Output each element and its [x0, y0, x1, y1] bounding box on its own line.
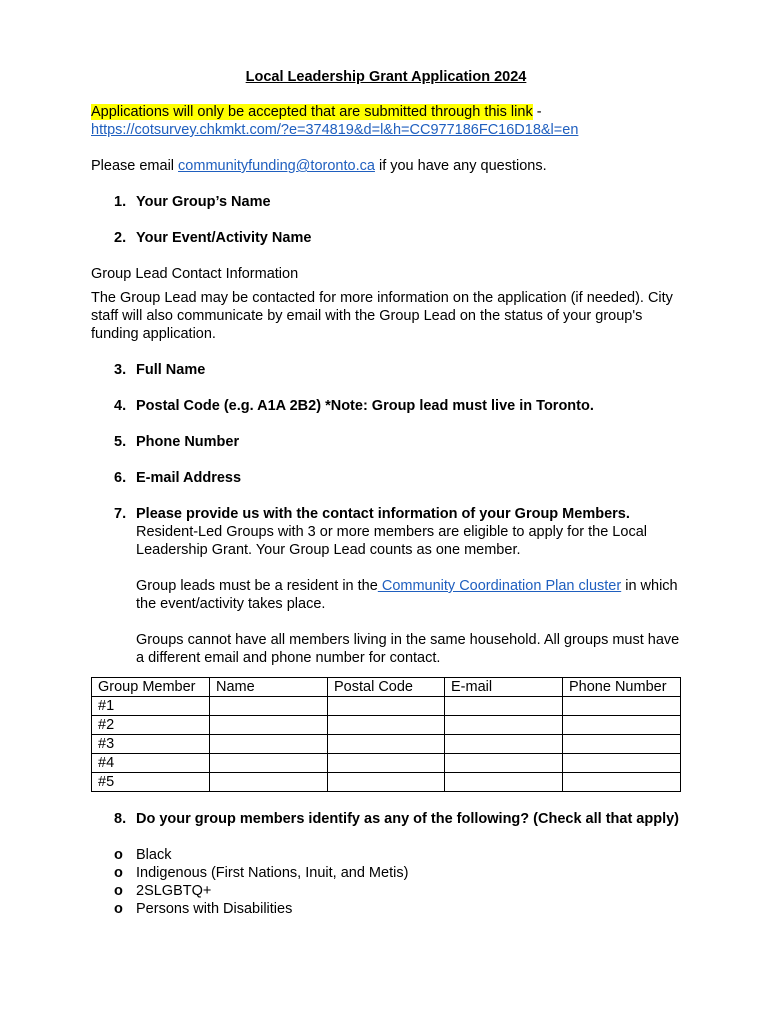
- option-label: Indigenous (First Nations, Inuit, and Metis): [136, 865, 409, 881]
- table-row: [92, 754, 681, 773]
- name-cell[interactable]: [210, 754, 328, 773]
- question-label: Full Name: [136, 362, 206, 378]
- postal-code-cell[interactable]: [328, 716, 445, 735]
- question-number: 8.: [114, 811, 127, 827]
- question-number: 7.: [114, 506, 127, 522]
- question-5: [91, 433, 681, 451]
- q7-eligibility-text: Resident-Led Groups with 3 or more members are eligible to apply for the Local Leadership Grant. Your Group Lead counts as one member.: [136, 524, 647, 558]
- notice-line: [91, 103, 681, 121]
- member-number-cell: #1: [92, 697, 210, 716]
- q7-residency-text: [136, 577, 681, 613]
- question-number: 6.: [114, 470, 127, 486]
- email-prefix: Please email: [91, 158, 179, 174]
- question-label: Your Event/Activity Name: [136, 230, 312, 246]
- checklist-item[interactable]: [114, 882, 681, 900]
- header-phone-number: Phone Number: [563, 678, 681, 697]
- member-number-cell: #2: [92, 716, 210, 735]
- question-8: [91, 810, 681, 828]
- checkbox-icon[interactable]: o: [114, 901, 123, 917]
- table-header-row: [92, 678, 681, 697]
- question-label: E-mail Address: [136, 470, 242, 486]
- q7-household-text: Groups cannot have all members living in the same household. All groups must have a different email and phone number for contact.: [136, 632, 680, 666]
- table-row: [92, 735, 681, 754]
- option-label: 2SLGBTQ+: [136, 883, 212, 899]
- document-page: [91, 68, 681, 918]
- checkbox-icon[interactable]: o: [114, 847, 123, 863]
- table-row: [92, 716, 681, 735]
- question-7-body: [91, 523, 681, 667]
- postal-code-cell[interactable]: [328, 754, 445, 773]
- postal-code-cell[interactable]: [328, 773, 445, 792]
- email-cell[interactable]: [445, 697, 563, 716]
- question-label: Your Group’s Name: [136, 194, 271, 210]
- table-row: [92, 773, 681, 792]
- phone-cell[interactable]: [563, 773, 681, 792]
- contact-heading: Group Lead Contact Information: [91, 266, 299, 282]
- email-cell[interactable]: [445, 754, 563, 773]
- question-1: [91, 193, 681, 211]
- notice-highlight: Applications will only be accepted that are submitted through this link: [91, 104, 533, 120]
- email-suffix: if you have any questions.: [374, 158, 547, 174]
- phone-cell[interactable]: [563, 735, 681, 754]
- notice-dash: -: [532, 104, 542, 120]
- question-number: 3.: [114, 362, 127, 378]
- member-number-cell: #3: [92, 735, 210, 754]
- question-7: [91, 505, 681, 523]
- question-label: Please provide us with the contact information of your Group Members.: [136, 506, 630, 522]
- contact-description: The Group Lead may be contacted for more information on the application (if needed). City staff will also communicate by email with the Group Lead on the status of your group's funding application.: [91, 290, 673, 342]
- survey-link-line: [91, 121, 681, 139]
- question-label: Postal Code (e.g. A1A 2B2) *Note: Group lead must live in Toronto.: [136, 398, 594, 414]
- question-number: 2.: [114, 230, 127, 246]
- q7-residency-prefix: Group leads must be a resident in the: [136, 578, 378, 594]
- checkbox-icon[interactable]: o: [114, 865, 123, 881]
- header-postal-code: Postal Code: [328, 678, 445, 697]
- cluster-link[interactable]: Community Coordination Plan cluster: [377, 578, 622, 594]
- q7-residency-suffix: in which the event/activity takes place.: [136, 578, 678, 612]
- question-number: 4.: [114, 398, 127, 414]
- phone-cell[interactable]: [563, 697, 681, 716]
- checklist-item[interactable]: [114, 846, 681, 864]
- question-3: [91, 361, 681, 379]
- member-number-cell: #5: [92, 773, 210, 792]
- page-title: Local Leadership Grant Application 2024: [245, 69, 527, 85]
- question-4: [91, 397, 681, 415]
- name-cell[interactable]: [210, 773, 328, 792]
- phone-cell[interactable]: [563, 754, 681, 773]
- checklist-item[interactable]: [114, 900, 681, 918]
- email-line: [91, 157, 681, 175]
- email-link[interactable]: communityfunding@toronto.ca: [178, 158, 375, 174]
- question-label: Do your group members identify as any of the following? (Check all that apply): [136, 811, 680, 827]
- question-6: [91, 469, 681, 487]
- option-label: Black: [136, 847, 172, 863]
- header-name: Name: [210, 678, 328, 697]
- postal-code-cell[interactable]: [328, 697, 445, 716]
- identity-checklist: [91, 846, 681, 918]
- question-number: 5.: [114, 434, 127, 450]
- member-number-cell: #4: [92, 754, 210, 773]
- header-group-member: Group Member: [92, 678, 210, 697]
- checklist-item[interactable]: [114, 864, 681, 882]
- email-cell[interactable]: [445, 773, 563, 792]
- checkbox-icon[interactable]: o: [114, 883, 123, 899]
- postal-code-cell[interactable]: [328, 735, 445, 754]
- email-cell[interactable]: [445, 716, 563, 735]
- survey-link[interactable]: https://cotsurvey.chkmkt.com/?e=374819&d=l&h=CC977186FC16D18&l=en: [91, 122, 579, 138]
- name-cell[interactable]: [210, 716, 328, 735]
- email-cell[interactable]: [445, 735, 563, 754]
- phone-cell[interactable]: [563, 716, 681, 735]
- question-number: 1.: [114, 194, 127, 210]
- table-row: [92, 697, 681, 716]
- header-email: E-mail: [445, 678, 563, 697]
- option-label: Persons with Disabilities: [136, 901, 293, 917]
- question-2: [91, 229, 681, 247]
- group-members-table: [91, 677, 681, 792]
- name-cell[interactable]: [210, 735, 328, 754]
- name-cell[interactable]: [210, 697, 328, 716]
- question-label: Phone Number: [136, 434, 240, 450]
